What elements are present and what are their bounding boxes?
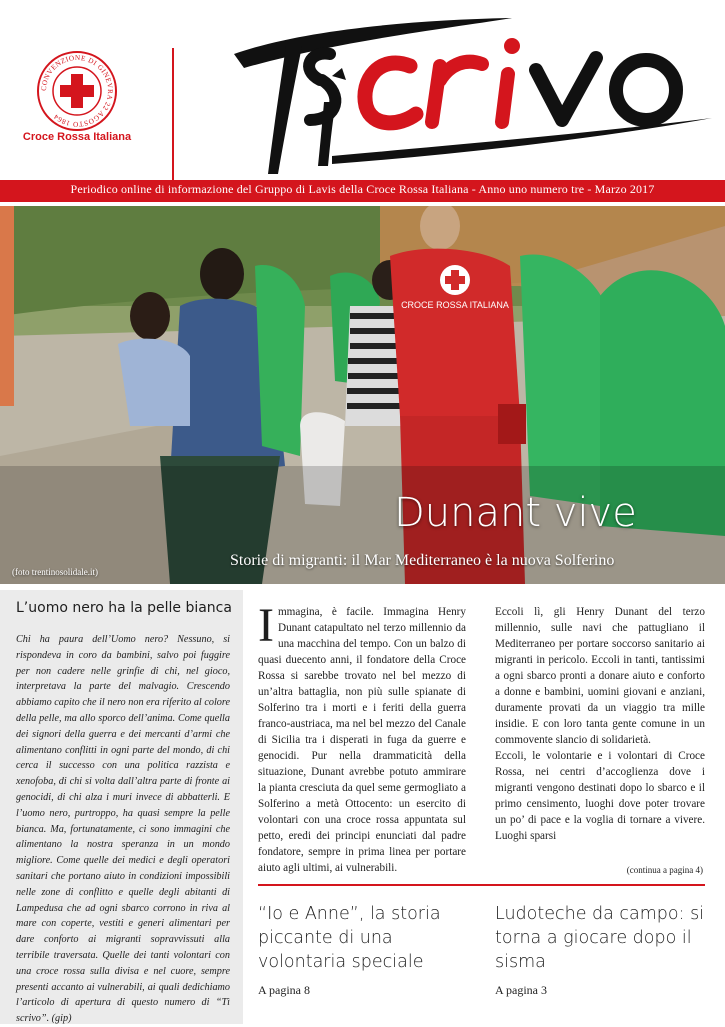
emblem-ring-text: CONVENZIONE DI GINEVRA 22 AGOSTO 1864	[39, 53, 115, 129]
article-column-2	[495, 604, 705, 844]
hero-headline: Dunant vive	[394, 490, 637, 536]
org-name: Croce Rossa Italiana	[22, 131, 132, 143]
teaser-title-ludoteche[interactable]: Ludoteche da campo: si torna a giocare dopo il sisma	[495, 904, 705, 972]
article-col1-text: mmagina, è facile. Immagina Henry Dunant catapultato nel terzo millennio da una macchina del tempo. Con un balzo di quasi duecento anni, il fondatore della Croce Rossa si sarebbe trovato nel bel mezzo di un’altra battaglia, non più sulle spianate di Solferino tra i morti e i feriti della guerra franco-austriaca, ma nel bel mezzo del Canale di Sicilia tra i disperati in fuga da guerre e genocidi. Pur nella drammaticità della situazione, Dunant avrebbe potuto ammirare la pianta cresciuta da quel seme germogliato a Solferino a metà Ottocento: un esercito di volontari con una croce rossa appuntata sul petto, eredi dei principi enunciati dal padre fondatore, sempre in prima linea per portare aiuto agli ultimi, ai vulnerabili.	[258, 606, 466, 874]
section-divider	[258, 884, 705, 886]
article-col2-paragraph-1: Eccoli lì, gli Henry Dunant del terzo millennio, sulle navi che pattugliano il Mediterraneo per portare soccorso sanitario ai migranti in pericolo. Eccoli in tanti, tantissimi a ogni sbarco pronti a donare aiuto e conforto a donne e bambini, uomini giovani e anziani, duramente provati da un viaggio tra mille insidie. E con loro tanta gente comune in un commovente slancio di solidarietà.	[495, 606, 705, 746]
sidebar-body: Chi ha paura dell’Uomo nero? Nessuno, si rispondeva in coro da bambini, salvo poi fuggire per non cadere nelle grinfie di chi, nel gioco, interpretava la parte del malvagio. Crescendo abbiamo capito che il nero non era riferito al colore della pelle, ma allo sporco dell’anima. Come quella dei signori della guerra e dei mercanti d’armi che alimentano conflitti in ogni parte del mondo, di chi cerca il successo con una politica razzista e xenofoba, di chi si volta dall’altra parte di fronte ai genocidi, di chi alza i muri invece di abbatterli. E l’uomo nero, purtroppo, ha quasi sempre la pelle bianca. Ma, fortunatamente, ci sono immagini che alimentano la nostra speranza in un mondo migliore. Come quelle dei medici e degli operatori sanitari che portano aiuto in condizioni impossibili nelle zone di conflitto e quelle degli abitanti di Lampedusa che ad ogni sbarco corrono in riva al mare con coperte, vestiti e generi alimentari per dare conforto ai migranti sopravvissuti alla terribile traversata. Quelle dei tanti volontari con una croce rossa sulla divisa e nel cuore, sempre presenti accanto ai vulnerabili, ai quali dedichiamo l’articolo di apertura di questo numero di “Tì scrivo”. (gip)	[16, 634, 230, 1025]
masthead-red-lettering	[300, 10, 700, 150]
teaser-page-ref: A pagina 8	[258, 983, 310, 997]
teaser-page-ref: A pagina 3	[495, 983, 547, 997]
red-cross-emblem	[36, 50, 118, 132]
article-col2-paragraph-2: Eccoli, le volontarie e i volontari di Croce Rossa, nei centri d’accoglienza dove i migranti vengono destinati dopo lo sbarco e il primo censimento, luoghi dove poter trovare un po’ di pace e la voglia di tornare a vivere. Luoghi sparsi	[495, 750, 705, 842]
teaser-title-io-e-anne[interactable]: “Io e Anne”, la storia piccante di una volontaria speciale	[258, 904, 441, 972]
tagline-text: Periodico online di informazione del Gruppo di Lavis della Croce Rossa Italiana - Anno uno numero tre - Marzo 2017	[70, 182, 655, 196]
continued-link[interactable]: (continua a pagina 4)	[626, 865, 703, 875]
article-column-1	[258, 599, 466, 876]
vest-label: CROCE ROSSA ITALIANA	[401, 300, 509, 310]
header-divider	[172, 48, 174, 180]
sidebar-title: L’uomo nero ha la pelle bianca	[16, 600, 232, 616]
article-dropcap: I	[258, 599, 274, 652]
hero-subheadline: Storie di migranti: il Mar Mediterraneo è la nuova Solferino	[230, 552, 615, 569]
photo-credit: (foto trentinosolidale.it)	[12, 567, 98, 577]
